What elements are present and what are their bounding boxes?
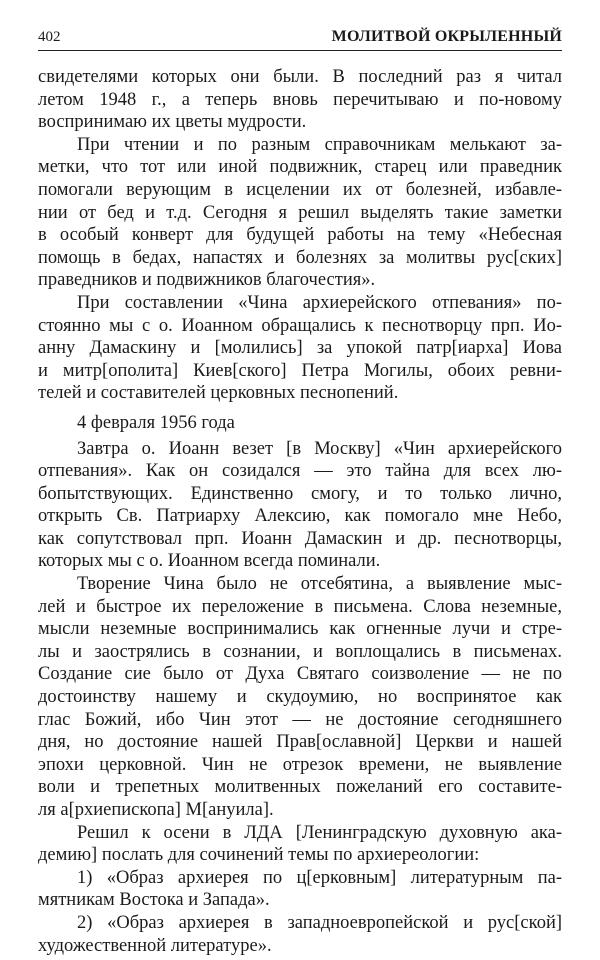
paragraph bbox=[38, 912, 562, 957]
text-line: летом 1948 г., а теперь вновь перечитываю и по-новому bbox=[38, 89, 562, 110]
text-line: праведников и подвижников благочестия». bbox=[38, 270, 376, 291]
text-line: 4 февраля 1956 года bbox=[77, 412, 235, 433]
page-number: 402 bbox=[38, 29, 61, 45]
text-line: 2) «Образ архиерея в западноевропейской и рус[ской] bbox=[77, 912, 562, 933]
text-line: открыть Св. Патриарху Алексию, как помогало мне Небо, bbox=[38, 506, 562, 527]
text-line: При чтении и по разным справочникам мелькают за- bbox=[77, 134, 562, 155]
paragraph bbox=[38, 867, 562, 912]
text-line: 1) «Образ архиерея по ц[ерковным] литературным па- bbox=[77, 867, 562, 888]
page-body bbox=[38, 66, 562, 957]
paragraph bbox=[38, 292, 562, 405]
text-line: мятникам Востока и Запада». bbox=[38, 890, 270, 911]
text-line: метки, что тот или иной подвижник, старец или праведник bbox=[38, 157, 562, 178]
text-line: эпохи церковной. Чин не отрезок времени, не выявление bbox=[38, 754, 562, 775]
text-line: воспринимаю их цветы мудрости. bbox=[38, 112, 307, 133]
text-line: которых мы с о. Иоанном всегда поминали. bbox=[38, 551, 381, 572]
text-line: художественной литературе». bbox=[38, 935, 272, 956]
text-line: нии от бед и т.д. Сегодня я решил выделять такие заметки bbox=[38, 202, 562, 223]
text-line: мысли неземные воспринимались как огненные лучи и стре- bbox=[38, 619, 562, 640]
text-line: Творение Чина было не отсебятина, а выявление мыс- bbox=[77, 574, 562, 595]
text-line: свидетелями которых они были. В последний раз я читал bbox=[38, 67, 562, 87]
running-header bbox=[38, 20, 562, 46]
text-line: телей и составителей церковных песнопений. bbox=[38, 383, 399, 404]
text-line: Завтра о. Иоанн везет [в Москву] «Чин архиерейского bbox=[77, 438, 562, 459]
text-line: дня, но достояние нашей Прав[ославной] Церкви и нашей bbox=[38, 732, 562, 753]
text-line: в особый конверт для будущей работы на тему «Небесная bbox=[38, 225, 562, 246]
text-line: стоянно мы с о. Иоанном обращались к песнотворцу прп. Ио- bbox=[38, 315, 562, 336]
text-line: анну Дамаскину и [молились] за упокой патр[иарха] Иова bbox=[38, 338, 562, 359]
paragraph bbox=[38, 438, 562, 574]
diary-date-heading bbox=[38, 412, 562, 435]
paragraph bbox=[38, 573, 562, 822]
text-line: Создание сие было от Духа Святаго соизволение — не по bbox=[38, 664, 562, 685]
text-line: как сопутствовал прп. Иоанн Дамаскин и др. песнотворцы, bbox=[38, 528, 562, 549]
text-line: воли и трепетных молитвенных пожеланий его составите- bbox=[38, 777, 562, 798]
text-line: При составлении «Чина архиерейского отпевания» по- bbox=[77, 292, 562, 313]
paragraph bbox=[38, 66, 562, 134]
text-line: лей и быстрое их переложение в письмена. Слова неземные, bbox=[38, 596, 562, 617]
header-rule bbox=[38, 50, 562, 51]
text-line: демию] послать для сочинений темы по архиереологии: bbox=[38, 845, 480, 866]
text-line: бопытствующих. Единственно смогу, и то только лично, bbox=[38, 483, 562, 504]
text-line: помогали верующим в исцелении их от болезней, избавле- bbox=[38, 179, 562, 200]
text-line: ля а[рхиепископа] М[ануила]. bbox=[38, 800, 274, 820]
text-line: Решил к осени в ЛДА [Ленинградскую духовную ака- bbox=[77, 822, 562, 843]
text-line: помощь в бедах, напастях и болезнях за молитвы рус[ских] bbox=[38, 247, 562, 268]
text-line: достоинству нашему и скудоумию, но воспринятое как bbox=[38, 687, 562, 708]
text-line: глас Божий, ибо Чин этот — не достояние сегодняшнего bbox=[38, 709, 562, 730]
text-line: отпевания». Как он созидался — это тайна для всех лю- bbox=[38, 461, 562, 482]
text-line: лы и заострялись в сознании, и воплощались в письменах. bbox=[38, 641, 562, 662]
paragraph bbox=[38, 134, 562, 292]
paragraph bbox=[38, 822, 562, 867]
running-title: МОЛИТВОЙ ОКРЫЛЕННЫЙ bbox=[331, 28, 562, 45]
text-line: и митр[ополита] Киев[ского] Петра Могилы, обоих ревни- bbox=[38, 360, 562, 381]
